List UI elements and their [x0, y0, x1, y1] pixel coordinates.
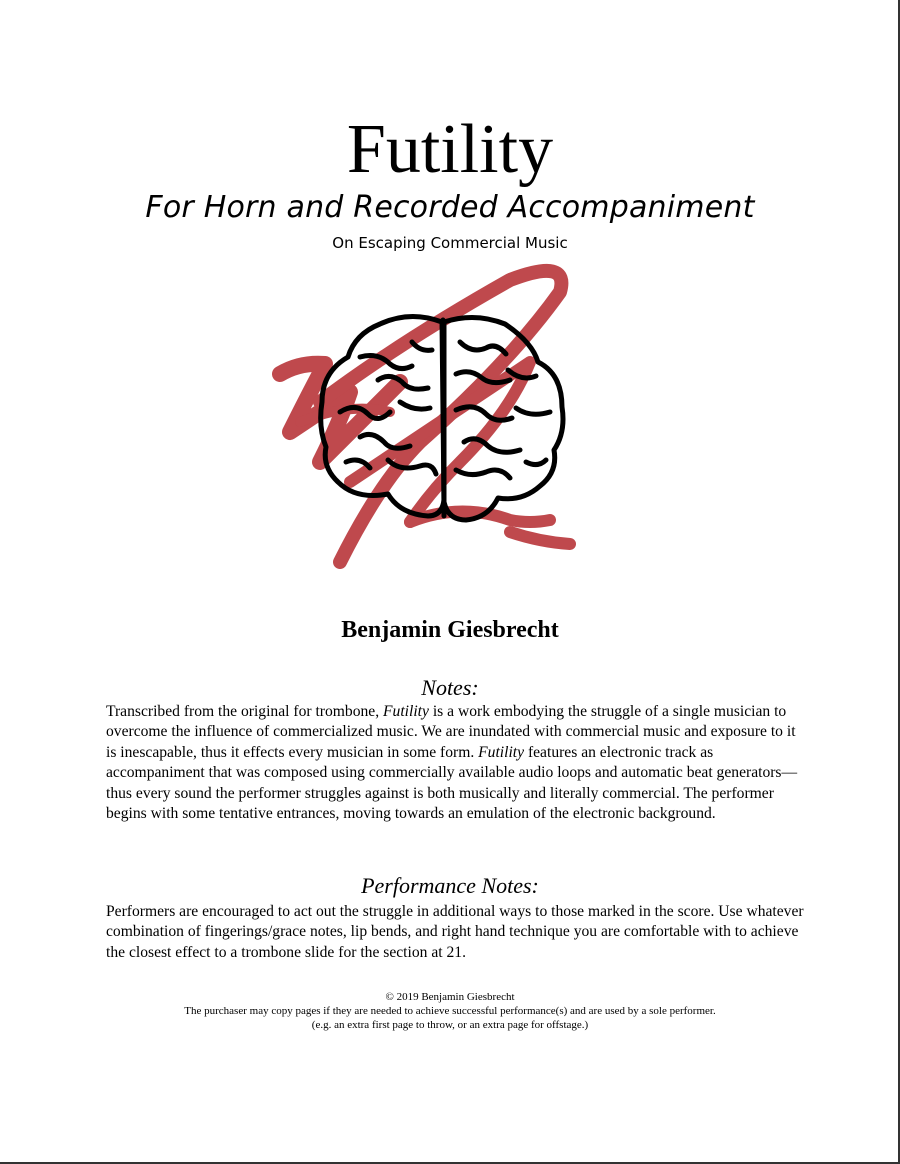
page-title: Futility [346, 111, 554, 188]
work-title-italic: Futility [383, 703, 429, 720]
copyright-notice [0, 990, 900, 1032]
notes-heading: Notes: [421, 675, 479, 700]
page-subtitle: For Horn and Recorded Accompaniment [145, 190, 755, 225]
performance-notes-paragraph: Performers are encouraged to act out the struggle in additional ways to those marked in the score. Use whatever combination of fingerings/grace notes, lip bends, and right hand technique you are comfortable with to achieve the closest effect to a trombone slide for the section at 21. [106, 903, 804, 961]
copyright-example-line: (e.g. an extra first page to throw, or an extra page for offstage.) [311, 1019, 589, 1031]
page-tagline: On Escaping Commercial Music [332, 234, 568, 252]
brain-illustration [260, 262, 600, 582]
notes-text-part: is a work embodying the struggle of a single musician to overcome the influence of commercialized music. We are inundated with commercial music and exposure to it is inescapable, thus it effects every musician in some form. [106, 703, 796, 761]
notes-text-part: features an electronic track as accompaniment that was composed using commercially available audio loops and automatic beat generators—thus every sound the performer struggles against is both musically and literally commercial. The performer begins with some tentative entrances, moving towards an emulation of the electronic background. [106, 743, 798, 823]
notes-paragraph [106, 702, 806, 824]
composer-name: Benjamin Giesbrecht [341, 617, 559, 643]
copyright-permission-line: The purchaser may copy pages if they are needed to achieve successful performance(s) and are used by a sole performer. [184, 1005, 716, 1017]
red-scribble-icon [280, 271, 570, 562]
notes-text-part: Transcribed from the original for trombone, [106, 703, 384, 720]
copyright-line: © 2019 Benjamin Giesbrecht [385, 991, 515, 1003]
work-title-italic: Futility [478, 743, 525, 761]
performance-notes-heading: Performance Notes: [361, 873, 539, 898]
